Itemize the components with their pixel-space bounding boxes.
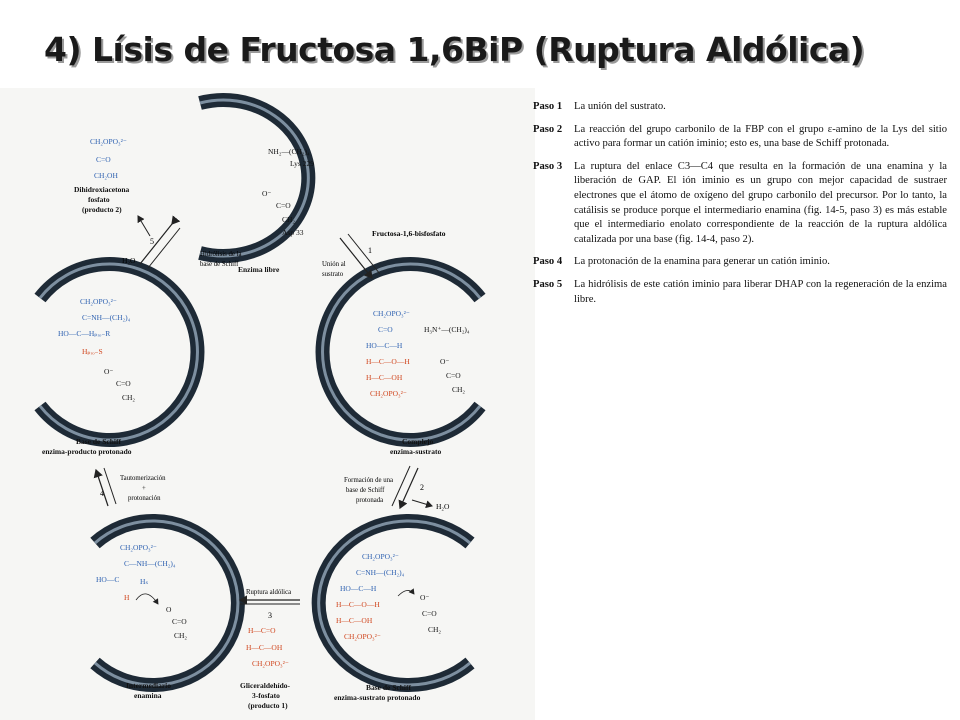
complex-ho-c-h: HO—C—H (366, 341, 403, 350)
schiff-sub-ch2: CH₂ (428, 625, 442, 634)
schiff-sub-iminium: C=NH—(CH₂)₄ (356, 568, 405, 577)
step2-number: 2 (420, 483, 424, 492)
complex-carboxylate: C=O (446, 371, 461, 380)
free-enzyme-lys-label: Lys 229 (290, 159, 314, 168)
dhap-carbonyl: C=O (96, 155, 111, 164)
schiff-sub-ominus: O⁻ (420, 593, 430, 602)
schiff-sub-label-2: enzima-sustrato protonado (334, 693, 421, 702)
complex-lys-amine: H₃N⁺—(CH₂)₄ (424, 325, 470, 334)
fbp-label: Fructosa-1,6-bisfosfato (372, 229, 446, 238)
enamine-label-1: Intermediario (126, 681, 171, 690)
step-item-1 (533, 100, 947, 115)
free-enzyme-lys-chain: NH₂—(CH₂)₄ (268, 147, 310, 156)
step4-label-1: Tautomerización (120, 475, 166, 482)
dhap-release-arrow (138, 216, 150, 236)
enamine-nh-chain: C—NH—(CH₂)₄ (124, 559, 176, 568)
step4-arrow (96, 468, 116, 506)
enzyme-ring-complex (323, 264, 480, 440)
free-enzyme-ch2: CH₂ (282, 215, 296, 224)
complex-label-2: enzima-sustrato (390, 447, 442, 456)
step-item-5 (533, 278, 947, 307)
schiff-prod-h-pro-s: Hₚᵣₒ₋S (82, 347, 103, 356)
complex-h-c-oh: H—C—OH (366, 373, 403, 382)
step-item-2 (533, 123, 947, 152)
step4-number: 4 (100, 489, 104, 498)
complex-ominus: O⁻ (440, 357, 450, 366)
enamine-h: H (124, 593, 130, 602)
enamine-electron-arrow (136, 594, 158, 604)
step-number: Paso 3 (533, 160, 563, 172)
step2-arrow (392, 466, 418, 508)
step1-number: 1 (368, 246, 372, 255)
schiff-prod-ch2: CH₂ (122, 393, 136, 402)
dhap-name-2: fosfato (88, 195, 110, 204)
step3-number: 3 (268, 611, 272, 620)
complex-carbonyl: C=O (378, 325, 393, 334)
step5-number: 5 (150, 237, 154, 246)
step2-water-arrow (412, 500, 432, 506)
schiff-prod-label-2: enzima-producto protonado (42, 447, 132, 456)
step-number: Paso 4 (533, 256, 563, 268)
step1-label-1: Unión al (322, 261, 346, 268)
gap-name-3: (producto 1) (248, 701, 288, 710)
step4-label-3: protonación (128, 495, 161, 502)
schiff-prod-phosphate: CH₂OPO₃²⁻ (80, 297, 117, 306)
step-item-4 (533, 255, 947, 270)
mechanism-diagram (0, 88, 535, 720)
schiff-sub-phosphate-top: CH₂OPO₃²⁻ (362, 552, 399, 561)
schiff-sub-h-c-oh: H—C—OH (336, 616, 373, 625)
complex-phosphate-top: CH₂OPO₃²⁻ (373, 309, 410, 318)
schiff-sub-phosphate-bottom: CH₂OPO₃²⁻ (344, 632, 381, 641)
dhap-ch2oh: CH₂OH (94, 171, 118, 180)
schiff-sub-h-c-o-h: H—C—O—H (336, 600, 380, 609)
enamine-carboxyl: C=O (172, 617, 187, 626)
enzyme-ring-enamine (95, 521, 238, 685)
dhap-phosphate: CH₂OPO₃²⁻ (90, 137, 127, 146)
complex-phosphate-bottom: CH₂OPO₃²⁻ (370, 389, 407, 398)
schiff-prod-carboxylate: C=O (116, 379, 131, 388)
step-number: Paso 5 (533, 278, 563, 290)
gap-name-2: 3-fosfato (252, 691, 280, 700)
free-enzyme-carboxylate: C=O (276, 201, 291, 210)
enamine-ch2: CH₂ (174, 631, 188, 640)
step2-label-3: protonada (356, 497, 384, 504)
schiff-sub-ho-c-h: HO—C—H (340, 584, 377, 593)
schiff-prod-ominus: O⁻ (104, 367, 114, 376)
enamine-phosphate: CH₂OPO₃²⁻ (120, 543, 157, 552)
schiff-prod-label-1: Base de Schiff (76, 437, 121, 446)
schiff-sub-label-1: Base de Schiff (366, 683, 411, 692)
enamine-o: O (166, 605, 172, 614)
step3-label: Ruptura aldólica (246, 589, 292, 596)
complex-ch2: CH₂ (452, 385, 466, 394)
step-description: La hidrólisis de este catión iminio para liberar DHAP con la regeneración de la enzima libre. (574, 278, 947, 305)
step5-label-2: base de Schiff (200, 261, 239, 268)
step-number: Paso 1 (533, 101, 563, 112)
complex-label-1: Complejo (402, 437, 434, 446)
enzyme-ring-schiff-product (40, 264, 197, 440)
step5-water: H₂O (122, 256, 136, 265)
enamine-label-2: enamina (134, 691, 162, 700)
step-number: Paso 2 (533, 123, 563, 135)
schiff-prod-ho-c: HO—C—Hₚᵣₒ₋R (58, 329, 111, 338)
aldolase-mechanism-figure (0, 88, 535, 720)
gap-phosphate: CH₂OPO₃²⁻ (252, 659, 289, 668)
complex-h-c-o-h: H—C—O—H (366, 357, 410, 366)
enamine-hs: Hₛ (140, 577, 149, 586)
step2-water: H₂O (436, 502, 450, 511)
schiff-sub-electron-arrow (398, 590, 414, 596)
free-enzyme-asp-label: Asp 33 (282, 228, 304, 237)
schiff-sub-carboxylate: C=O (422, 609, 437, 618)
step-description: La unión del sustrato. (574, 101, 666, 112)
step-description: La reacción del grupo carbonilo de la FBP con el grupo ε-amino de la Lys del sitio activo para formar un catión iminio; esto es, una base de Schiff protonada. (574, 123, 947, 150)
step2-label-1: Formación de una (344, 477, 394, 484)
step4-label-2: + (142, 485, 146, 492)
gap-h-c-oh: H—C—OH (246, 643, 283, 652)
slide-title: 4) Lísis de Fructosa 1,6BiP (Ruptura Aldólica) (44, 30, 865, 69)
step-description: La protonación de la enamina para generar un catión iminio. (574, 256, 830, 268)
gap-aldehyde: H—C=O (248, 626, 276, 635)
steps-list (533, 100, 947, 315)
step1-label-2: sustrato (322, 271, 344, 278)
step-item-3 (533, 160, 947, 248)
step2-label-2: base de Schiff (346, 487, 385, 494)
enamine-ho-c: HO—C (96, 575, 120, 584)
dhap-name-3: (producto 2) (82, 205, 122, 214)
dhap-name-1: Dihidroxiacetona (74, 185, 130, 194)
step5-arrow (140, 224, 180, 268)
step3-arrow (240, 600, 300, 604)
schiff-prod-iminium: C=NH—(CH₂)₄ (82, 313, 131, 322)
free-enzyme-label: Enzima libre (238, 265, 280, 274)
step-description: La ruptura del enlace C3—C4 que resulta en la formación de una enamina y la liberación de GAP. El ión iminio es un grupo con mejor capacidad de sustraer electrones que el átomo de oxígeno del grupo carbonilo del precursor. Por lo tanto, la catálisis se produce porque el intermediario enamina (fig. 14-5, paso 3) es más estable que el intermediario enolato correspondiente de la reacción de la ruptura aldólica catalizada por una base (fig. 14-4, paso 2). (574, 160, 947, 245)
step5-label-1: Hidrólisis de la (200, 251, 242, 258)
free-enzyme-ominus: O⁻ (262, 189, 272, 198)
gap-name-1: Gliceraldehído- (240, 681, 290, 690)
